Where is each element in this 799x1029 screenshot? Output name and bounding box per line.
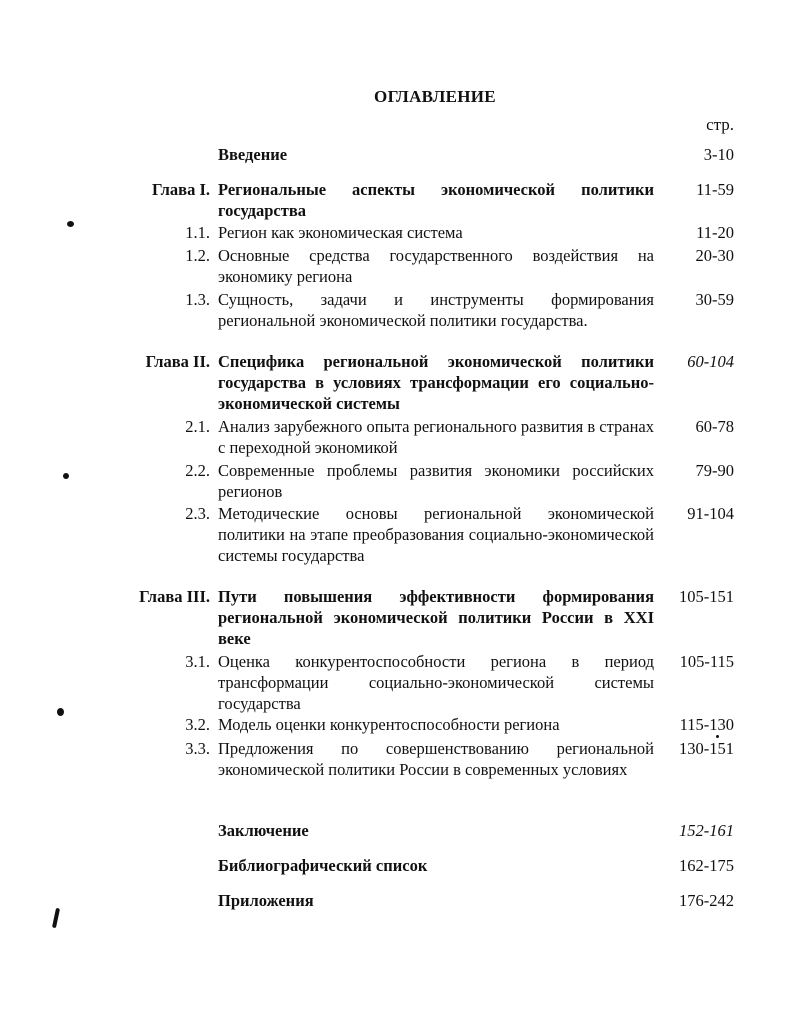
scan-artifact-spot: [63, 473, 69, 479]
section-pages: 130-151: [679, 739, 734, 758]
section-title: Модель оценки конкурентоспособности региона: [218, 715, 560, 734]
scan-artifact-spot: [67, 221, 74, 227]
scan-artifact-spot: [57, 708, 64, 716]
section-pages: 105-115: [679, 652, 734, 671]
section-title: Современные проблемы развития экономики российских регионов: [218, 461, 654, 501]
section-number: 2.2.: [185, 461, 210, 480]
chapter-title: Специфика региональной экономической политики государства в условиях трансформации его социально-экономической системы: [218, 352, 654, 413]
chapter-label: Глава II.: [145, 352, 210, 371]
appendices-title: Приложения: [218, 891, 314, 910]
section-number: 1.3.: [185, 290, 210, 309]
section-pages: 20-30: [695, 246, 734, 265]
chapter-label: Глава III.: [139, 587, 210, 606]
section-title: Оценка конкурентоспособности региона в период трансформации социально-экономической системы государства: [218, 652, 654, 713]
scan-artifact-dot: [716, 735, 719, 738]
toc-title: ОГЛАВЛЕНИЕ: [374, 87, 496, 106]
section-number: 3.3.: [185, 739, 210, 758]
section-title: Анализ зарубежного опыта регионального развития в странах с переходной экономикой: [218, 417, 654, 457]
page-column-header: стр.: [706, 115, 734, 134]
section-number: 2.3.: [185, 504, 210, 523]
section-number: 1.1.: [185, 223, 210, 242]
conclusion-pages: 152-161: [679, 821, 734, 840]
section-pages: 60-78: [695, 417, 734, 436]
section-title: Сущность, задачи и инструменты формирования региональной экономической политики государства.: [218, 290, 654, 330]
bibliography-pages: 162-175: [679, 856, 734, 875]
intro-pages: 3-10: [703, 145, 734, 164]
section-pages: 30-59: [695, 290, 734, 309]
chapter-pages: 60-104: [687, 352, 734, 371]
chapter-title: Пути повышения эффективности формирования региональной экономической политики России в XXI веке: [218, 587, 654, 648]
section-title: Регион как экономическая система: [218, 223, 463, 242]
chapter-pages: 105-151: [679, 587, 734, 606]
section-number: 3.1.: [185, 652, 210, 671]
section-pages: 79-90: [695, 461, 734, 480]
section-title: Методические основы региональной экономической политики на этапе преобразования социально-экономической системы государства: [218, 504, 654, 565]
appendices-pages: 176-242: [679, 891, 734, 910]
section-title: Основные средства государственного воздействия на экономику региона: [218, 246, 654, 286]
section-number: 3.2.: [185, 715, 210, 734]
section-number: 1.2.: [185, 246, 210, 265]
bibliography-title: Библиографический список: [218, 856, 428, 875]
chapter-pages: 11-59: [696, 180, 734, 199]
scan-artifact-mark: [52, 908, 60, 928]
chapter-title: Региональные аспекты экономической политики государства: [218, 180, 654, 220]
section-title: Предложения по совершенствованию региональной экономической политики России в современных условиях: [218, 739, 654, 779]
section-pages: 11-20: [696, 223, 734, 242]
chapter-label: Глава I.: [152, 180, 210, 199]
section-pages: 115-130: [679, 715, 734, 734]
conclusion-title: Заключение: [218, 821, 309, 840]
intro-title: Введение: [218, 145, 288, 164]
section-number: 2.1.: [185, 417, 210, 436]
section-pages: 91-104: [687, 504, 734, 523]
